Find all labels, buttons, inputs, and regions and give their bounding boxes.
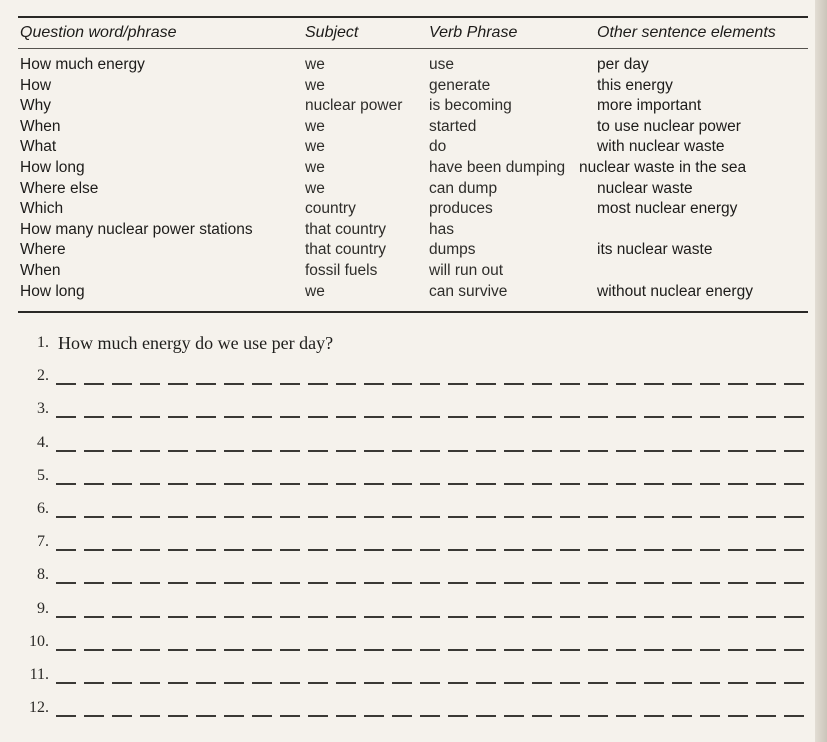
answer-line[interactable] (0, 598, 815, 631)
table-row (0, 221, 815, 242)
table-row (0, 200, 815, 221)
answer-blank[interactable] (56, 582, 812, 584)
table-row (0, 283, 815, 304)
answer-number: 12. (29, 699, 49, 717)
cell-question-word: How long (20, 282, 85, 300)
answer-number: 10. (29, 632, 49, 650)
answer-blank[interactable] (56, 649, 812, 651)
answer-list (0, 332, 815, 730)
cell-subject: we (305, 138, 325, 156)
cell-other-elements: more important (597, 97, 702, 115)
cell-question-word: Why (20, 97, 51, 115)
table-row (0, 77, 815, 98)
cell-question-word: When (20, 117, 61, 135)
answer-line[interactable] (0, 365, 815, 398)
cell-verb-phrase: produces (429, 200, 493, 218)
cell-subject: we (305, 117, 325, 135)
answer-text: How much energy do we use per day? (58, 333, 334, 353)
cell-question-word: Where (20, 241, 66, 259)
cell-subject: nuclear power (305, 97, 403, 115)
answer-number: 6. (37, 499, 49, 517)
table-row (0, 118, 815, 139)
cell-question-word: How (20, 76, 52, 94)
cell-verb-phrase: will run out (429, 261, 504, 279)
answer-number: 8. (37, 566, 49, 584)
table-row (0, 180, 815, 201)
cell-verb-phrase: have been dumping (429, 158, 566, 176)
answer-blank[interactable] (56, 549, 812, 551)
answer-blank[interactable] (56, 483, 812, 485)
cell-other-elements: this energy (597, 76, 673, 94)
cell-verb-phrase: dumps (429, 241, 476, 259)
table-header-rule (18, 48, 808, 49)
answer-number: 7. (37, 533, 49, 551)
cell-verb-phrase: use (429, 56, 454, 73)
header-other-elements: Other sentence elements (597, 24, 776, 41)
answer-line[interactable] (0, 465, 815, 498)
answer-line[interactable] (0, 531, 815, 564)
table-row (0, 241, 815, 262)
answer-blank[interactable] (56, 516, 812, 518)
cell-subject: fossil fuels (305, 261, 378, 279)
answer-line[interactable] (0, 432, 815, 465)
table-top-rule (18, 16, 808, 18)
cell-subject: we (305, 282, 325, 300)
answer-blank[interactable] (56, 616, 812, 618)
answer-blank[interactable] (56, 383, 812, 385)
answer-line (0, 332, 815, 365)
cell-question-word: When (20, 261, 61, 279)
header-subject: Subject (305, 24, 359, 41)
cell-other-elements: its nuclear waste (597, 241, 713, 259)
cell-other-elements: most nuclear energy (597, 200, 738, 218)
table-row (0, 56, 815, 77)
answer-blank[interactable] (56, 715, 812, 717)
cell-subject: that country (305, 241, 386, 259)
cell-subject: that country (305, 220, 386, 238)
cell-other-elements: per day (597, 56, 649, 73)
table-row (0, 262, 815, 283)
cell-subject: country (305, 200, 356, 218)
answer-line[interactable] (0, 398, 815, 431)
cell-subject: we (305, 76, 325, 94)
table-row (0, 97, 815, 118)
answer-blank[interactable] (56, 450, 812, 452)
cell-other-elements: nuclear waste in the sea (579, 158, 747, 176)
cell-verb-phrase: has (429, 220, 454, 238)
cell-question-word: How long (20, 158, 85, 176)
cell-question-word: Which (20, 200, 64, 218)
cell-subject: we (305, 158, 325, 176)
cell-verb-phrase: can dump (429, 179, 498, 197)
answer-line[interactable] (0, 498, 815, 531)
answer-number: 4. (37, 433, 49, 451)
answer-blank[interactable] (56, 416, 812, 418)
answer-number: 9. (37, 599, 49, 617)
cell-verb-phrase: can survive (429, 282, 508, 300)
answer-line[interactable] (0, 631, 815, 664)
header-question-word: Question word/phrase (20, 24, 177, 41)
header-verb-phrase: Verb Phrase (429, 24, 518, 41)
cell-question-word: What (20, 138, 57, 156)
cell-other-elements: without nuclear energy (597, 282, 753, 300)
cell-verb-phrase: started (429, 117, 477, 135)
table-header-row (0, 24, 815, 46)
table-row (0, 159, 815, 180)
answer-line[interactable] (0, 564, 815, 597)
answer-number: 11. (29, 665, 49, 683)
table-body (0, 56, 815, 303)
cell-subject: we (305, 179, 325, 197)
table-row (0, 138, 815, 159)
answer-line[interactable] (0, 697, 815, 730)
table-bottom-rule (18, 311, 808, 313)
cell-question-word: Where else (20, 179, 99, 197)
answer-number: 1. (37, 334, 49, 351)
cell-subject: we (305, 56, 325, 73)
cell-verb-phrase: generate (429, 76, 491, 94)
cell-verb-phrase: do (429, 138, 447, 156)
cell-question-word: How many nuclear power stations (20, 220, 253, 238)
answer-number: 2. (37, 367, 49, 385)
cell-other-elements: to use nuclear power (597, 117, 741, 135)
cell-verb-phrase: is becoming (429, 97, 512, 115)
page-edge (815, 0, 827, 742)
cell-other-elements: with nuclear waste (597, 138, 725, 156)
answer-blank[interactable] (56, 682, 812, 684)
cell-other-elements: nuclear waste (597, 179, 693, 197)
answer-number: 3. (37, 400, 49, 418)
answer-number: 5. (37, 466, 49, 484)
answer-line[interactable] (0, 664, 815, 697)
cell-question-word: How much energy (20, 56, 145, 73)
